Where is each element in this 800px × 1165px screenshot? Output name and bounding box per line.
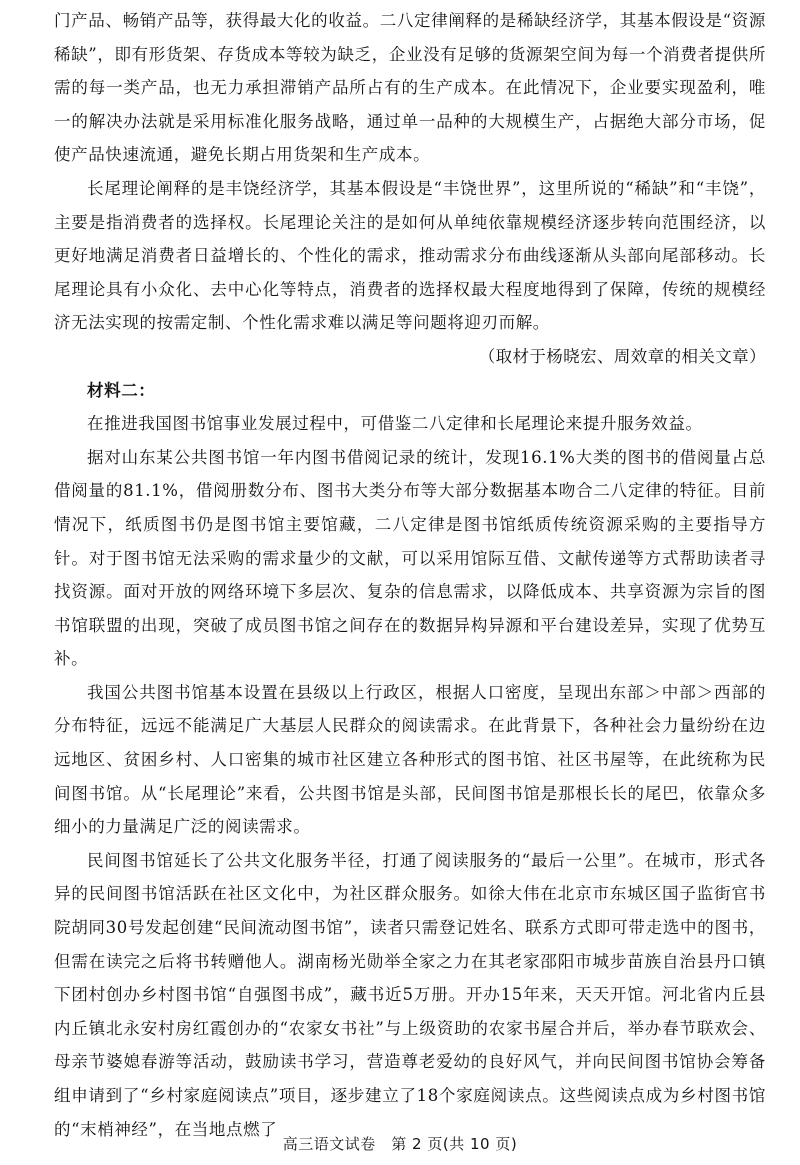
source-note: （取材于杨晓宏、周效章的相关文章）	[478, 346, 766, 366]
material-two-public-libraries: 我国公共图书馆基本设置在县级以上行政区，根据人口密度，呈现出东部＞中部＞西部的分布特征，远远不能满足广大基层人民群众的阅读需求。在此背景下，各种社会力量纷纷在边远地区、贫困乡村、人口密集的城市社区建立各种形式的图书馆、社区书屋等，在此统称为民间图书馆。从“长尾理论”来看，公共图书馆是头部，民间图书馆是那根长长的尾巴，依靠众多细小的力量满足广泛的阅读需求。	[54, 682, 766, 837]
material-two-intro: 在推进我国图书馆事业发展过程中，可借鉴二八定律和长尾理论来提升服务效益。	[87, 414, 703, 434]
paragraph-long-tail-theory: 长尾理论阐释的是丰饶经济学，其基本假设是“丰饶世界”，这里所说的“稀缺”和“丰饶”，主要是指消费者的选择权。长尾理论关注的是如何从单纯依靠规模经济逐步转向范围经济，以更好地满足消费者日益增长的、个性化的需求，推动需求分布曲线逐渐从头部向尾部移动。长尾理论具有小众化、去中心化等特点，消费者的选择权最大程度地得到了保障，传统的规模经济无法实现的按需定制、个性化需求难以满足等问题将迎刃而解。	[54, 178, 766, 333]
paragraph-continued: 门产品、畅销产品等，获得最大化的收益。二八定律阐释的是稀缺经济学，其基本假设是“资源稀缺”，即有形货架、存货成本等较为缺乏，企业没有足够的货源架空间为每一个消费者提供所需的每一类产品，也无力承担滞销产品所占有的生产成本。在此情况下，企业要实现盈利，唯一的解决办法就是采用标准化服务战略，通过单一品种的大规模生产，占据绝大部分市场，促使产品快速流通，避免长期占用货架和生产成本。	[54, 11, 766, 165]
material-two-shandong-library: 据对山东某公共图书馆一年内图书借阅记录的统计，发现16.1%大类的图书的借阅量占总借阅量的81.1%，借阅册数分布、图书大类分布等大部分数据基本吻合二八定律的特征。目前情况下，纸质图书仍是图书馆主要馆藏，二八定律是图书馆纸质传统资源采购的主要指导方针。对于图书馆无法采购的需求量少的文献，可以采用馆际互借、文献传递等方式帮助读者寻找资源。面对开放的网络环境下多层次、复杂的信息需求，以降低成本、共享资源为宗旨的图书馆联盟的出现，突破了成员图书馆之间存在的数据异构异源和平台建设差异，实现了优势互补。	[54, 447, 766, 669]
material-two-private-libraries: 民间图书馆延长了公共文化服务半径，打通了阅读服务的“最后一公里”。在城市，形式各异的民间图书馆活跃在社区文化中，为社区群众服务。如徐大伟在北京市东城区国子监街官书院胡同30号发起创建“民间流动图书馆”，读者只需登记姓名、联系方式即可带走选中的图书，但需在读完之后将书转赠他人。湖南杨光勋举全家之力在其老家邵阳市城步苗族自治县丹口镇下团村创办乡村图书馆“自强图书成”，藏书近5万册。开办15年来，天天开馆。河北省内丘县内丘镇北永安村房红霞创办的“农家女书社”与上级资助的农家书屋合并后，举办春节联欢会、母亲节婆媳春游等活动，鼓励读书学习，营造尊老爱幼的良好风气，并向民间图书馆协会筹备组申请到了“乡村家庭阅读点”项目，逐步建立了18个家庭阅读点。这些阅读点成为乡村图书馆的“末梢神经”，在当地点燃了	[54, 850, 766, 1139]
material-two-heading: 材料二：	[87, 380, 156, 400]
page-footer: 高三语文试卷 第 2 页(共 10 页)	[282, 1135, 518, 1153]
page-body	[0, 4, 800, 1146]
